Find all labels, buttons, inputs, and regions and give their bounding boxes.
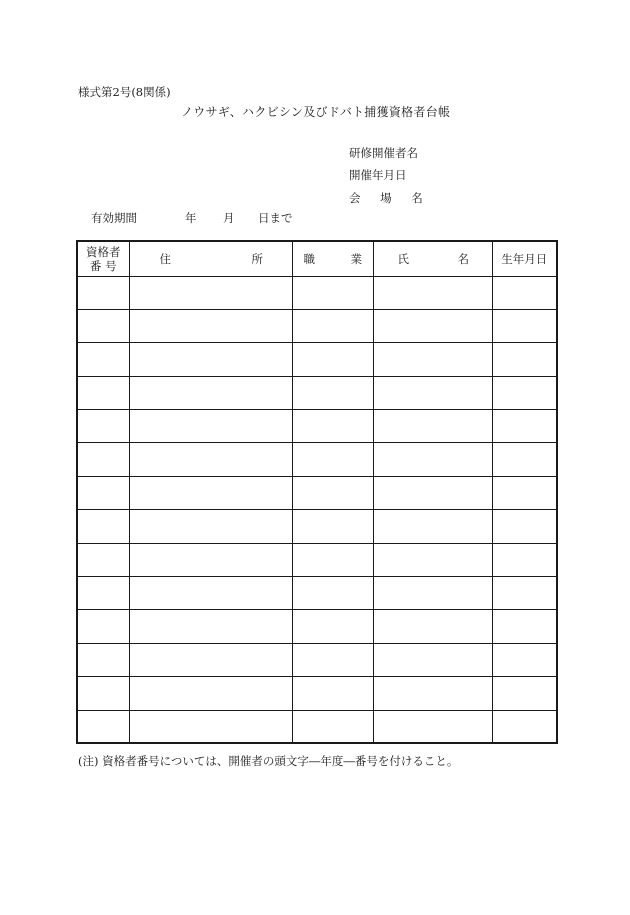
cell-birthdate[interactable]	[492, 577, 557, 610]
cell-occupation[interactable]	[292, 276, 373, 309]
form-number: 様式第2号(8関係)	[78, 85, 171, 99]
cell-occupation[interactable]	[292, 710, 373, 743]
cell-birthdate[interactable]	[492, 276, 557, 309]
cell-address[interactable]	[129, 476, 292, 509]
cell-occupation[interactable]	[292, 309, 373, 342]
validity-month: 月	[223, 211, 235, 225]
cell-address[interactable]	[129, 410, 292, 443]
organizer-label: 研修開催者名	[349, 146, 418, 160]
cell-occupation[interactable]	[292, 476, 373, 509]
table-row	[77, 410, 557, 443]
table-row	[77, 376, 557, 409]
cell-address[interactable]	[129, 610, 292, 643]
cell-occupation[interactable]	[292, 677, 373, 710]
registry-table	[76, 240, 558, 744]
table-row	[77, 543, 557, 576]
cell-birthdate[interactable]	[492, 376, 557, 409]
cell-name[interactable]	[373, 577, 492, 610]
cell-address[interactable]	[129, 309, 292, 342]
address-char-b: 所	[251, 251, 263, 266]
cell-qualification-number[interactable]	[77, 376, 129, 409]
qualification-number-line2: 番 号	[89, 258, 117, 273]
cell-occupation[interactable]	[292, 343, 373, 376]
cell-occupation[interactable]	[292, 443, 373, 476]
cell-name[interactable]	[373, 443, 492, 476]
cell-occupation[interactable]	[292, 610, 373, 643]
cell-qualification-number[interactable]	[77, 443, 129, 476]
validity-year: 年	[185, 211, 197, 225]
cell-birthdate[interactable]	[492, 677, 557, 710]
table-row	[77, 677, 557, 710]
cell-qualification-number[interactable]	[77, 276, 129, 309]
validity-period	[91, 210, 293, 226]
cell-birthdate[interactable]	[492, 610, 557, 643]
cell-name[interactable]	[373, 710, 492, 743]
cell-occupation[interactable]	[292, 643, 373, 676]
cell-name[interactable]	[373, 543, 492, 576]
cell-qualification-number[interactable]	[77, 543, 129, 576]
footnote: (注) 資格者番号については、開催者の頭文字―年度―番号を付けること。	[78, 754, 459, 768]
cell-address[interactable]	[129, 543, 292, 576]
cell-qualification-number[interactable]	[77, 677, 129, 710]
cell-qualification-number[interactable]	[77, 309, 129, 342]
column-header-name	[373, 241, 492, 276]
table-header-row	[77, 241, 557, 276]
occupation-char-a: 職	[303, 251, 315, 266]
cell-address[interactable]	[129, 343, 292, 376]
cell-address[interactable]	[129, 577, 292, 610]
column-header-address	[129, 241, 292, 276]
cell-qualification-number[interactable]	[77, 610, 129, 643]
cell-qualification-number[interactable]	[77, 710, 129, 743]
cell-birthdate[interactable]	[492, 476, 557, 509]
table-row	[77, 343, 557, 376]
cell-birthdate[interactable]	[492, 710, 557, 743]
cell-birthdate[interactable]	[492, 543, 557, 576]
name-char-b: 名	[457, 251, 469, 266]
cell-name[interactable]	[373, 476, 492, 509]
address-char-a: 住	[159, 251, 171, 266]
table-row	[77, 309, 557, 342]
cell-occupation[interactable]	[292, 376, 373, 409]
cell-name[interactable]	[373, 510, 492, 543]
cell-address[interactable]	[129, 677, 292, 710]
cell-birthdate[interactable]	[492, 443, 557, 476]
cell-name[interactable]	[373, 610, 492, 643]
cell-qualification-number[interactable]	[77, 510, 129, 543]
cell-qualification-number[interactable]	[77, 410, 129, 443]
cell-name[interactable]	[373, 376, 492, 409]
cell-address[interactable]	[129, 443, 292, 476]
cell-occupation[interactable]	[292, 543, 373, 576]
column-header-occupation	[292, 241, 373, 276]
table-row	[77, 710, 557, 743]
cell-name[interactable]	[373, 410, 492, 443]
table-row	[77, 443, 557, 476]
cell-name[interactable]	[373, 276, 492, 309]
venue-label: 会 場 名	[349, 191, 431, 205]
validity-day: 日まで	[258, 211, 293, 225]
cell-qualification-number[interactable]	[77, 343, 129, 376]
cell-name[interactable]	[373, 343, 492, 376]
cell-qualification-number[interactable]	[77, 643, 129, 676]
document-title: ノウサギ、ハクビシン及びドバト捕獲資格者台帳	[181, 105, 451, 119]
cell-address[interactable]	[129, 710, 292, 743]
cell-address[interactable]	[129, 510, 292, 543]
cell-occupation[interactable]	[292, 510, 373, 543]
cell-name[interactable]	[373, 309, 492, 342]
table-row	[77, 577, 557, 610]
registry-body	[77, 276, 557, 743]
cell-occupation[interactable]	[292, 577, 373, 610]
cell-birthdate[interactable]	[492, 309, 557, 342]
table-row	[77, 610, 557, 643]
cell-birthdate[interactable]	[492, 410, 557, 443]
cell-occupation[interactable]	[292, 410, 373, 443]
cell-name[interactable]	[373, 643, 492, 676]
table-row	[77, 276, 557, 309]
name-char-a: 氏	[397, 251, 409, 266]
occupation-char-b: 業	[350, 251, 362, 266]
cell-qualification-number[interactable]	[77, 476, 129, 509]
qualification-number-line1: 資格者	[86, 244, 121, 259]
cell-name[interactable]	[373, 677, 492, 710]
cell-address[interactable]	[129, 276, 292, 309]
cell-address[interactable]	[129, 643, 292, 676]
validity-label: 有効期間	[91, 211, 137, 225]
cell-qualification-number[interactable]	[77, 577, 129, 610]
cell-birthdate[interactable]	[492, 510, 557, 543]
event-date-label: 開催年月日	[349, 168, 407, 182]
cell-address[interactable]	[129, 376, 292, 409]
table-row	[77, 643, 557, 676]
cell-birthdate[interactable]	[492, 343, 557, 376]
table-row	[77, 476, 557, 509]
column-header-birthdate: 生年月日	[492, 241, 557, 276]
table-row	[77, 510, 557, 543]
column-header-qualification-number	[77, 241, 129, 276]
cell-birthdate[interactable]	[492, 643, 557, 676]
